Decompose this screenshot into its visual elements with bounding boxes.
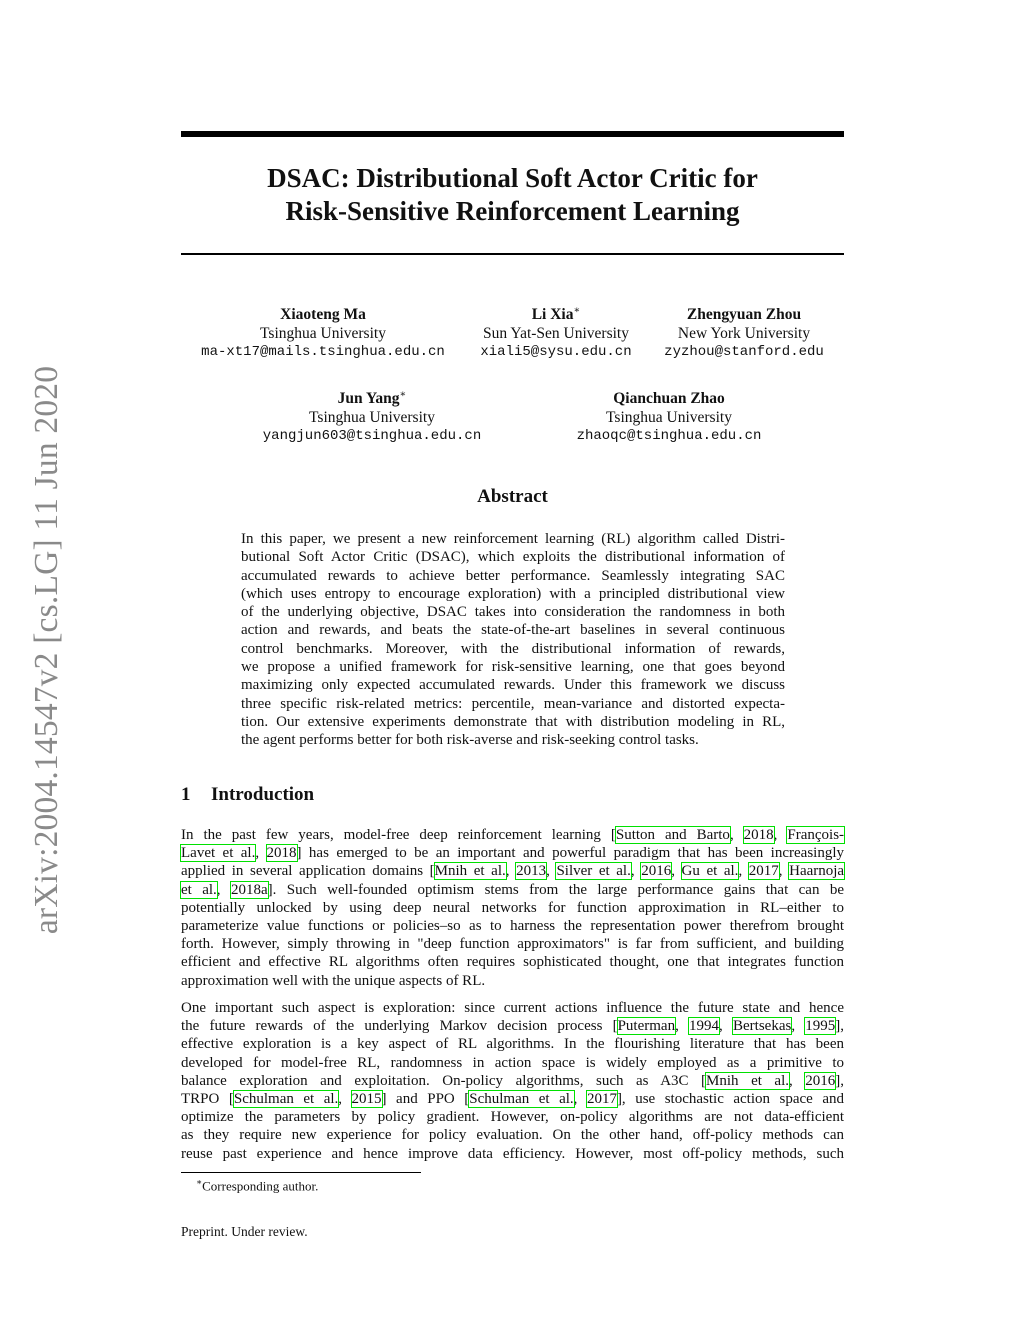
abstract-line: we propose a unified framework for risk-sensitive learning, one that goes beyond	[241, 659, 785, 676]
footnote	[196, 1177, 318, 1194]
section-heading-introduction	[181, 784, 314, 806]
citation-link[interactable]: Sutton and Barto	[615, 827, 730, 843]
text-line	[181, 826, 844, 844]
text-line: optimize the parameters by policy gradient. However, on-policy algorithms are not data-efficient	[181, 1109, 844, 1126]
text-run: applied in several application domains [	[181, 863, 435, 880]
text-run: ,	[778, 863, 790, 880]
author-email: zyzhou@stanford.edu	[664, 344, 824, 361]
author-name: Qianchuan Zhao	[613, 390, 725, 408]
abstract-line: three specific risk-related metrics: percentile, mean-variance and distorted expecta-	[241, 695, 785, 712]
text-run: ,	[791, 1018, 806, 1035]
title-top-rule	[181, 131, 844, 137]
author-affiliation: Tsinghua University	[309, 409, 435, 427]
text-line: developed for model-free RL, randomness in action space is widely employed as a primitive to	[181, 1054, 844, 1071]
text-line: approximation well with the unique aspects of RL.	[181, 972, 486, 989]
text-line: effective exploration is a key aspect of RL algorithms. In the flourishing literature that has been	[181, 1036, 844, 1053]
text-line	[181, 844, 844, 862]
text-line: efficient and effective RL algorithms often requires sophisticated thought, one that integrates function	[181, 954, 844, 971]
text-line	[181, 1090, 844, 1108]
text-run: ,	[546, 863, 557, 880]
citation-link[interactable]: 2018	[743, 827, 774, 843]
citation-link[interactable]: Silver et al.	[556, 863, 631, 880]
section-title: Introduction	[211, 784, 315, 805]
author-name: Li Xia	[531, 306, 574, 324]
text-run: ,	[719, 1018, 733, 1035]
text-run: ],	[835, 1072, 844, 1089]
abstract-line: maximizing only expected accumulated rewards. Under this framework we discuss	[241, 677, 785, 694]
author-block	[263, 385, 481, 446]
paper-title	[181, 162, 844, 228]
abstract-line: tion. Our extensive experiments demonstrate that with distribution modeling in RL,	[241, 713, 785, 730]
citation-link[interactable]: et al.	[181, 881, 217, 898]
citation-link[interactable]: Bertsekas	[733, 1018, 792, 1035]
citation-link[interactable]: 2018a	[230, 881, 268, 898]
footnote-mark: ∗	[196, 1177, 203, 1187]
citation-link[interactable]: 2016	[641, 863, 672, 880]
abstract-line: accumulated rewards to achieve better performance. Seamlessly integrating SAC	[241, 567, 785, 584]
text-run: ] and PPO [	[381, 1091, 470, 1108]
text-line: parameterize value functions or policies–so as to harness the representation power therefrom brought	[181, 918, 844, 935]
preprint-notice: Preprint. Under review.	[181, 1224, 308, 1239]
author-block	[201, 301, 445, 362]
author-affiliation: Sun Yat-Sen University	[483, 325, 629, 343]
text-run: ,	[729, 827, 744, 843]
intro-paragraph-1	[181, 826, 844, 990]
text-run: ,	[788, 1072, 806, 1089]
author-email: zhaoqc@tsinghua.edu.cn	[576, 428, 762, 445]
abstract-line: the agent performs better for both risk-averse and risk-seeking control tasks.	[241, 732, 699, 749]
text-line: One important such aspect is exploration: since current actions influence the future state and hence	[181, 1000, 844, 1016]
text-run: ]. Such well-founded optimism stems from the large performance gains that can be	[267, 881, 845, 898]
text-run: ,	[671, 863, 682, 880]
author-mark: ∗	[573, 305, 581, 316]
text-line	[181, 881, 844, 899]
text-line	[181, 1017, 844, 1035]
abstract-line: (which uses entropy to encourage exploration) with a principled distributional view	[241, 585, 785, 602]
citation-link[interactable]: Gu et al.	[681, 863, 739, 880]
citation-link[interactable]: 1994	[689, 1018, 720, 1035]
abstract-line: action and rewards, and beats the state-of-the-art baselines in several continuous	[241, 622, 785, 639]
text-run: ,	[773, 827, 788, 843]
abstract-line: In this paper, we present a new reinforcement learning (RL) algorithm called Distri-	[241, 531, 785, 547]
citation-link[interactable]: Mnih et al.	[706, 1072, 789, 1089]
text-run: ] has emerged to be an important and powerful paradigm that has been increasingly	[296, 845, 844, 862]
abstract-heading: Abstract	[477, 486, 548, 507]
author-block	[577, 385, 762, 446]
text-run: ,	[675, 1018, 690, 1035]
author-mark: ∗	[399, 389, 407, 400]
text-run: ,	[216, 881, 231, 898]
text-run: TRPO [	[181, 1091, 234, 1108]
citation-link[interactable]: 1995	[805, 1018, 836, 1035]
text-line	[181, 1072, 844, 1090]
abstract-line: butional Soft Actor Critic (DSAC), which exploits the distributional information of	[241, 549, 785, 566]
text-line: potentially unlocked by using deep neural networks for function approximation in RL–either to	[181, 899, 844, 916]
abstract-line: control benchmarks. Moreover, with the distributional information of rewards,	[241, 640, 785, 657]
citation-link[interactable]: 2017	[748, 863, 779, 880]
author-block	[664, 301, 824, 362]
citation-link[interactable]: 2015	[351, 1091, 382, 1108]
abstract-line: of the underlying objective, DSAC takes into consideration the randomness in both	[241, 604, 785, 621]
abstract-text	[241, 530, 785, 750]
citation-link[interactable]: Lavet et al.	[181, 845, 256, 862]
text-run: ], use stochastic action space and	[616, 1091, 844, 1108]
text-line: forth. However, simply throwing in "deep function approximators" is far from sufficient, and building	[181, 936, 844, 953]
text-run: ,	[630, 863, 642, 880]
section-number: 1	[181, 784, 191, 805]
author-email: ma-xt17@mails.tsinghua.edu.cn	[201, 344, 445, 361]
text-run: ,	[738, 863, 749, 880]
citation-link[interactable]: Schulman et al.	[233, 1091, 339, 1108]
text-run: ,	[338, 1091, 352, 1108]
citation-link[interactable]: 2013	[516, 863, 547, 880]
text-run: ,	[255, 845, 267, 862]
arxiv-identifier-stamp: arXiv:2004.14547v2 [cs.LG] 11 Jun 2020	[28, 365, 65, 935]
author-affiliation: New York University	[677, 325, 811, 343]
title-line-1: DSAC: Distributional Soft Actor Critic for	[267, 163, 758, 193]
footnote-rule	[181, 1172, 421, 1173]
author-email: xiali5@sysu.edu.cn	[480, 344, 632, 361]
citation-link[interactable]: 2016	[805, 1072, 836, 1089]
text-line: reuse past experience and hence improve data efficiency. However, most off-policy methods, such	[181, 1145, 844, 1162]
author-block	[480, 301, 631, 362]
citation-link[interactable]: 2018	[266, 845, 297, 862]
author-name: Xiaoteng Ma	[280, 306, 366, 324]
citation-link[interactable]: Mnih et al.	[434, 863, 506, 880]
citation-link[interactable]: Puterman	[617, 1018, 676, 1035]
intro-paragraph-2	[181, 999, 844, 1163]
author-name: Zhengyuan Zhou	[686, 306, 802, 324]
citation-link[interactable]: Schulman et al.	[469, 1091, 574, 1108]
text-run: ,	[505, 863, 517, 880]
text-run: In the past few years, model-free deep reinforcement learning [	[181, 827, 616, 843]
author-affiliation: Tsinghua University	[260, 325, 386, 343]
text-run: the future rewards of the underlying Markov decision process [	[181, 1018, 618, 1035]
citation-link[interactable]: François-	[787, 827, 845, 843]
citation-link[interactable]: Haarnoja	[789, 863, 845, 880]
citation-link[interactable]: 2017	[586, 1091, 617, 1108]
footnote-text: Corresponding author.	[202, 1178, 319, 1194]
author-affiliation: Tsinghua University	[606, 409, 732, 427]
title-bottom-rule	[181, 253, 844, 255]
title-line-2: Risk-Sensitive Reinforcement Learning	[285, 196, 740, 226]
text-line	[181, 862, 844, 880]
text-run: ],	[835, 1018, 845, 1035]
author-email: yangjun603@tsinghua.edu.cn	[262, 428, 482, 445]
author-name: Jun Yang	[337, 390, 400, 408]
text-run: ,	[573, 1091, 587, 1108]
text-run: balance exploration and exploitation. On-policy algorithms, such as A3C [	[181, 1072, 707, 1089]
text-line: as they require new experience for policy evaluation. On the other hand, off-policy methods can	[181, 1127, 844, 1144]
